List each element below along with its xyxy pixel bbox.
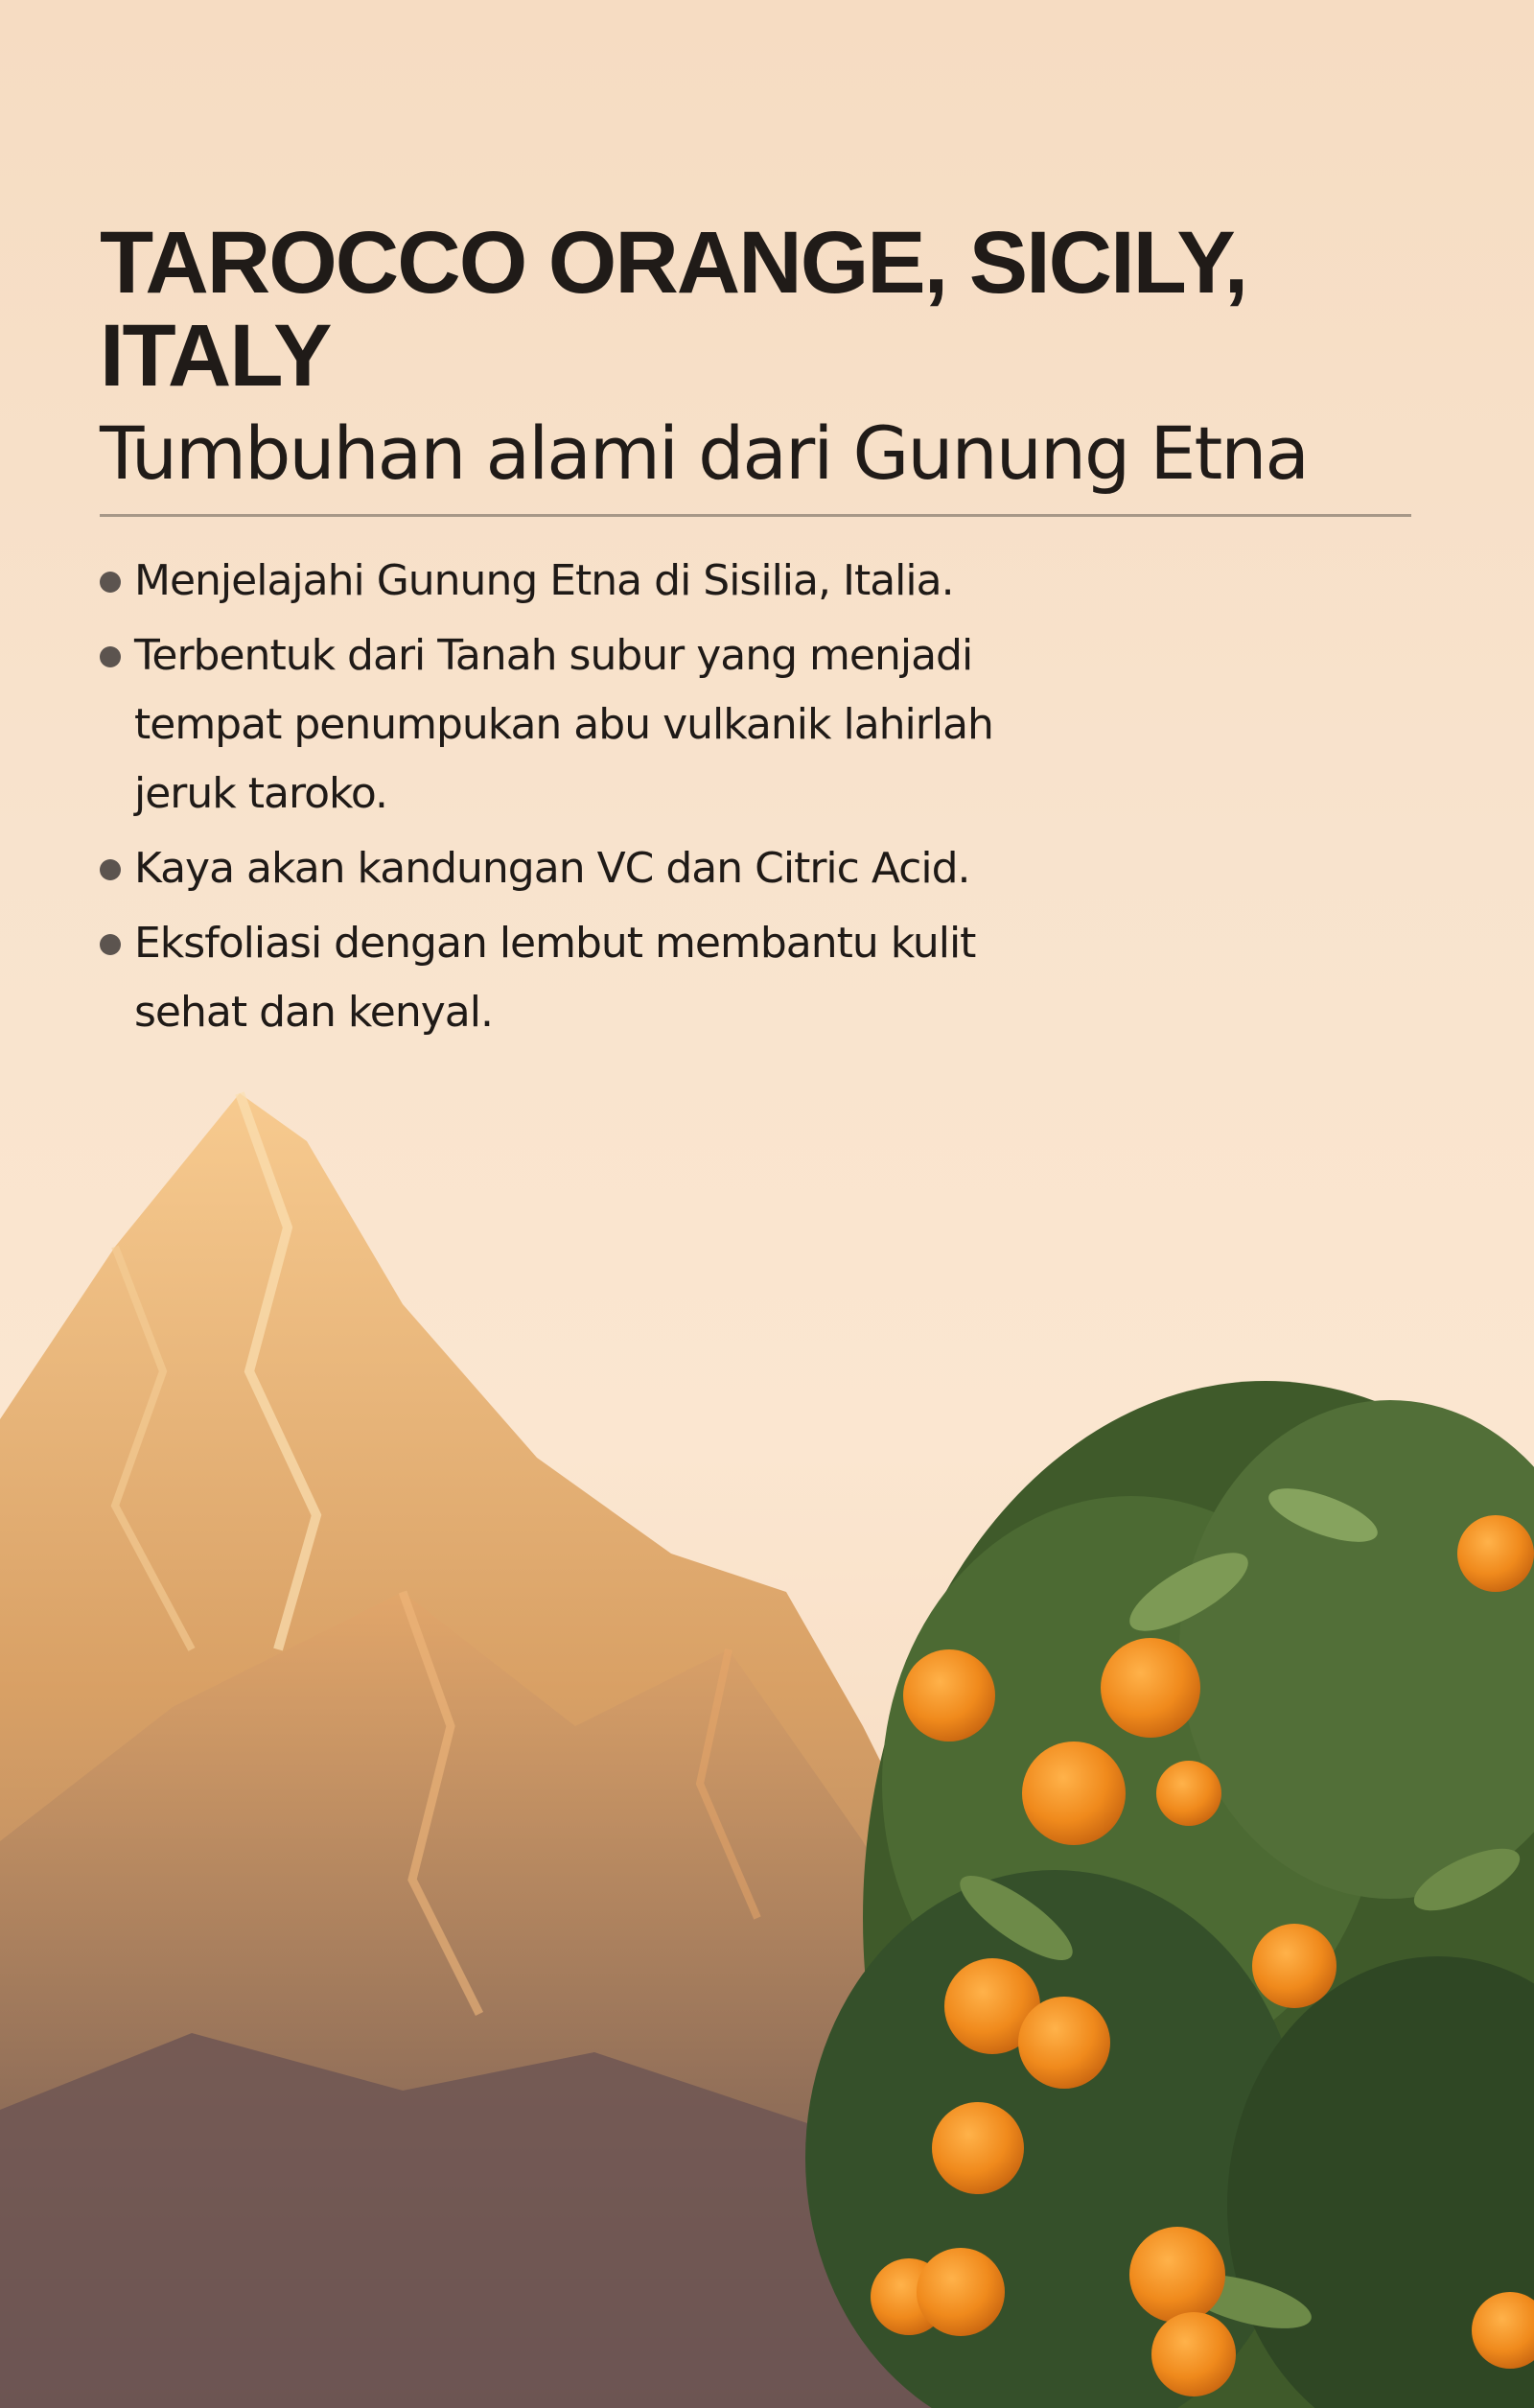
bullet-dot-icon bbox=[100, 572, 121, 593]
feature-item bbox=[100, 621, 1097, 829]
divider bbox=[100, 514, 1411, 517]
feature-text: Eksfoliasi dengan lembut membantu kulit sehat dan kenyal. bbox=[134, 919, 976, 1037]
feature-text: Kaya akan kandungan VC dan Citric Acid. bbox=[134, 844, 970, 893]
bullet-dot-icon bbox=[100, 934, 121, 955]
mountain-orange-scene bbox=[0, 1055, 1534, 2408]
feature-list bbox=[100, 547, 1097, 1053]
bullet-dot-icon bbox=[100, 859, 121, 880]
feature-item bbox=[100, 909, 1097, 1047]
feature-text: Terbentuk dari Tanah subur yang menjadi tempat penumpukan abu vulkanik lahirlah jeruk taroko. bbox=[134, 631, 993, 818]
scene-illustration bbox=[0, 1055, 1534, 2408]
feature-item bbox=[100, 547, 1097, 616]
feature-item bbox=[100, 834, 1097, 903]
page-title: TAROCCO ORANGE, SICILY, ITALY bbox=[100, 214, 1247, 405]
page-subtitle: Tumbuhan alami dari Gunung Etna bbox=[100, 410, 1308, 497]
heading-block bbox=[100, 214, 1461, 499]
feature-text: Menjelajahi Gunung Etna di Sisilia, Italia. bbox=[134, 556, 954, 605]
orange-tree-icon bbox=[805, 1381, 1534, 2408]
bullet-dot-icon bbox=[100, 646, 121, 667]
